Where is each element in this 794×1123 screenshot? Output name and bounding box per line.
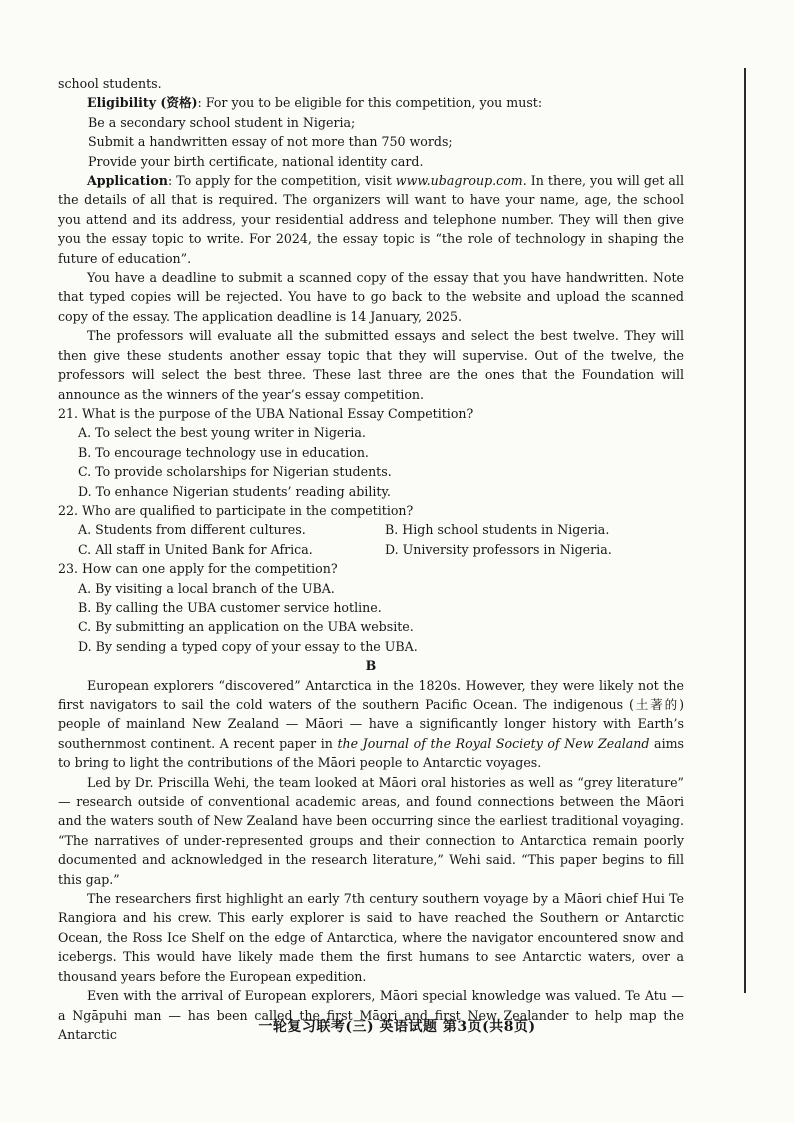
question-option: B. To encourage technology use in education. <box>78 444 369 460</box>
passage-b-paragraph-2: Led by Dr. Priscilla Wehi, the team looked at Māori oral histories as well as “grey literature” — research outside of conventional academic areas, and found connections between the Māori and the waters south of New Zealand have been occurring since the earliest traditional voyaging. “The narratives of under-represented groups and their connection to Antarctica remain poorly documented and acknowledged in the research literature,” Wehi said. “This paper begins to fill this gap.” <box>58 774 684 887</box>
question-option: D. To enhance Nigerian students’ reading ability. <box>78 483 391 499</box>
journal-title: the Journal of the Royal Society of New Zealand <box>337 735 650 751</box>
question-option: C. By submitting an application on the UBA website. <box>78 619 414 635</box>
question-stem: 21. What is the purpose of the UBA National Essay Competition? <box>58 405 474 421</box>
option-row <box>58 540 684 559</box>
page-footer: 一轮复习联考(三) 英语试题 第3页(共8页) <box>258 1019 536 1035</box>
application-pre: : To apply for the competition, visit <box>167 173 396 189</box>
question-stem: 22. Who are qualified to participate in the competition? <box>58 502 414 518</box>
question-option: A. To select the best young writer in Nigeria. <box>78 425 366 441</box>
eligibility-text: : For you to be eligible for this competition, you must: <box>197 95 543 111</box>
eligibility-item: Be a secondary school student in Nigeria; <box>88 114 356 130</box>
question-22 <box>58 501 684 559</box>
question-option: C. All staff in United Bank for Africa. <box>78 541 313 557</box>
application-paragraph <box>58 171 684 268</box>
question-21 <box>58 404 684 501</box>
question-option: B. High school students in Nigeria. <box>385 522 610 538</box>
margin-line <box>744 68 746 993</box>
professors-paragraph: The professors will evaluate all the submitted essays and select the best twelve. They will then give these students another essay topic that they will supervise. Out of the twelve, the professors will select the best three. These last three are the ones that the Foundation will announce as the winners of the year’s essay competition. <box>58 328 684 402</box>
option-row <box>58 520 684 539</box>
eligibility-item: Submit a handwritten essay of not more than 750 words; <box>88 134 453 150</box>
question-option: D. By sending a typed copy of your essay to the UBA. <box>78 638 418 654</box>
passage-b-paragraph-3: The researchers first highlight an early 7th century southern voyage by a Māori chief Hui Te Rangiora and his crew. This early explorer is said to have reached the Southern or Antarctic Ocean, the Ross Ice Shelf on the edge of Antarctica, where the navigator encountered snow and icebergs. This would have likely made them the first humans to see Antarctic waters, over a thousand years before the European expedition. <box>58 891 684 984</box>
deadline-paragraph: You have a deadline to submit a scanned copy of the essay that you have handwritten. Note that typed copies will be rejected. You have to go back to the website and upload the scanned copy of the essay. The application deadline is 14 January, 2025. <box>58 270 684 324</box>
question-stem: 23. How can one apply for the competition? <box>58 561 338 577</box>
eligibility-paragraph <box>58 93 684 112</box>
application-post: . In there, you will get all the details of all that is required. The organizers will want to have your name, age, the school you attend and its address, your residential address and telephone number. They will then give you the essay topic to write. For 2024, the essay topic is “the role of technology in shaping the future of education”. <box>58 173 684 266</box>
question-option: A. By visiting a local branch of the UBA. <box>78 580 335 596</box>
application-label: Application <box>87 173 168 189</box>
passage-b-paragraph-4: Even with the arrival of European explorers, Māori special knowledge was valued. Te Atu — a Ngāpuhi man — has been called the first Māori and first New Zealander to help map the Antarctic <box>58 988 684 1042</box>
question-option: D. University professors in Nigeria. <box>385 541 612 557</box>
p1-pre: European explorers “discovered” Antarctica in the 1820s. However, they were likely not the first navigators to sail the cold waters of the southern Pacific Ocean. The indigenous (土著的) people of mainland New Zealand — Māori — have a significantly longer history with Earth’s southernmost continent. A recent paper in <box>58 677 684 751</box>
question-option: C. To provide scholarships for Nigerian students. <box>78 464 392 480</box>
passage-b-paragraph-1 <box>58 676 684 773</box>
question-23 <box>58 559 684 656</box>
p1-post: aims to bring to light the contributions of the Māori people to Antarctic voyages. <box>58 735 684 771</box>
eligibility-label: Eligibility (资格) <box>87 95 198 111</box>
continued-line: school students. <box>58 76 162 91</box>
page-content <box>58 74 684 1044</box>
section-heading-b: B <box>365 658 377 674</box>
question-option: B. By calling the UBA customer service hotline. <box>78 599 382 615</box>
application-url: www.ubagroup.com <box>395 173 523 189</box>
eligibility-item: Provide your birth certificate, national identity card. <box>88 153 424 169</box>
question-option: A. Students from different cultures. <box>78 522 306 538</box>
